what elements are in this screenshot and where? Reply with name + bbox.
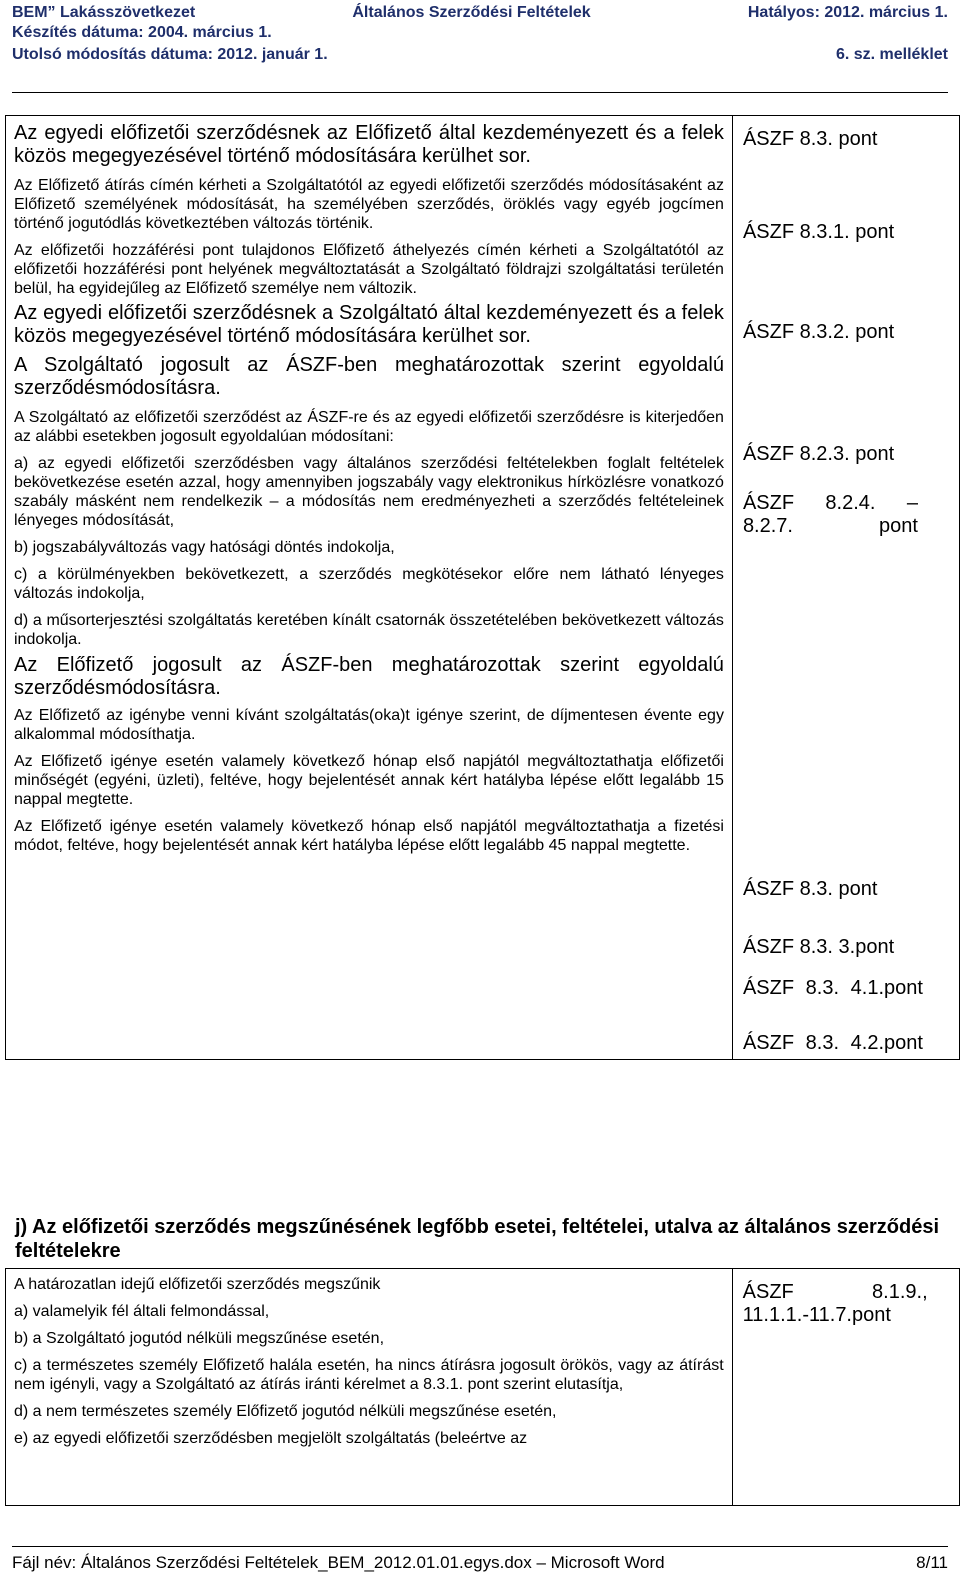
list-item: a) valamelyik fél általi felmondással, <box>14 1303 270 1320</box>
row-text: Az egyedi előfizetői szerződésnek az Előfizető által kezdeményezett és a felek közös megegyezésével történő módosítására kerülhet sor. <box>14 122 724 167</box>
row-text: A Szolgáltató az előfizetői szerződést az ÁSZF-re és az egyedi előfizetői szerződésre is kiterjedően az alábbi esetekben jogosult egyoldalúan módosítani: <box>14 409 724 445</box>
list-item: d) a nem természetes személy Előfizető jogutód nélküli megszűnése esetén, <box>14 1403 557 1420</box>
row-text: Az Előfizető átírás címén kérheti a Szolgáltatótól az egyedi előfizetői szerződés módosításaként az Előfizető személyének módosítását, ha személyében szerződés, öröklés vagy egyéb jogcímen történő jogutódlás következtében változás történik. <box>14 177 724 232</box>
page-footer <box>12 1546 948 1573</box>
file-name: Fájl név: Általános Szerződési Feltételek_BEM_2012.01.01.egys.dox – Microsoft Word <box>12 1553 665 1572</box>
list-item: b) a Szolgáltató jogutód nélküli megszűnése esetén, <box>14 1330 385 1347</box>
row-text: Az Előfizető jogosult az ÁSZF-ben meghatározottak szerint egyoldalú szerződésmódosításra. <box>14 654 724 699</box>
reference: ÁSZF 8.2.4. – 8.2.7. pont <box>742 492 918 537</box>
org-name: BEM” Lakásszövetkezet <box>12 4 196 21</box>
modified-date: Utolsó módosítás dátuma: 2012. január 1. <box>12 46 328 63</box>
reference: ÁSZF 8.2.3. pont <box>742 443 895 465</box>
effective-date: Hatályos: 2012. március 1. <box>747 4 948 21</box>
reference: ÁSZF 8.3.1. pont <box>742 221 895 243</box>
list-item: a) az egyedi előfizetői szerződésben vagy általános szerződési feltételekben foglalt feltételek bekövetkezése esetén azzal, hogy amennyiben jogszabály vagy elektronikus hírközlésre vonatkozó szabály másként nem rendelkezik – a módosítás nem eredményezheti a szerződés feltételeinek lényeges módosítását, <box>14 455 724 529</box>
row-text: A Szolgáltató jogosult az ÁSZF-ben meghatározottak szerint egyoldalú szerződésmódosításra. <box>14 354 724 399</box>
created-date: Készítés dátuma: 2004. március 1. <box>12 24 272 41</box>
list-item: d) a műsorterjesztési szolgáltatás keretében kínált csatornák összetételében bekövetkezett változás indokolja. <box>14 612 724 648</box>
modification-table <box>5 115 960 1060</box>
list-item: b) jogszabályváltozás vagy hatósági döntés indokolja, <box>14 539 395 556</box>
annex-label: 6. sz. melléklet <box>835 46 948 63</box>
row-text: Az egyedi előfizetői szerződésnek a Szolgáltató által kezdeményezett és a felek közös megegyezésével történő módosítására kerülhet sor. <box>14 302 724 347</box>
list-item: c) a körülményekben bekövetkezett, a szerződés megkötésekor előre nem látható lényeges változás indokolja, <box>14 566 724 602</box>
list-item: e) az egyedi előfizetői szerződésben megjelölt szolgáltatás (beleértve az <box>14 1430 528 1447</box>
row-text: Az előfizetői hozzáférési pont tulajdonos Előfizető áthelyezés címén kérheti a Szolgáltatótól az előfizetői hozzáférési pont helyének megváltoztatását a Szolgáltató földrajzi szolgáltatási területén belül, ha egyidejűleg az Előfizető személye nem változik. <box>14 242 724 297</box>
section-title: j) Az előfizetői szerződés megszűnésének legfőbb esetei, feltételei, utalva az általános szerződési feltételekre <box>15 1216 939 1262</box>
reference: ÁSZF 8.3.2. pont <box>742 321 895 343</box>
reference: ÁSZF 8.3. 4.2.pont <box>742 1032 923 1054</box>
row-text: Az Előfizető igénye esetén valamely következő hónap első napjától megváltoztathatja előfizetői minőségét (egyéni, üzleti), feltéve, hogy bejelentését annak kért hatályba lépése előtt legalább 15 nappal megtette. <box>14 753 724 808</box>
list-item: c) a természetes személy Előfizető halála esetén, ha nincs átírásra jogosult örökös, vagy az átírást nem igényli, vagy a Szolgáltató az átírás iránti kérelmet a 8.3.1. pont szerint elutasítja, <box>14 1357 724 1393</box>
reference: ÁSZF 8.3. pont <box>742 878 878 900</box>
reference: ÁSZF 8.3. 4.1.pont <box>742 977 923 999</box>
page-header <box>12 0 948 93</box>
reference: ÁSZF 8.1.9., 11.1.1.-11.7.pont <box>742 1281 928 1326</box>
page-number: 8/11 <box>916 1553 948 1572</box>
row-text: A határozatlan idejű előfizetői szerződés megszűnik <box>14 1276 381 1293</box>
row-text: Az Előfizető az igénybe venni kívánt szolgáltatás(oka)t igénye szerint, de díjmentesen évente egy alkalommal módosíthatja. <box>14 707 724 743</box>
doc-title: Általános Szerződési Feltételek <box>352 4 591 21</box>
reference: ÁSZF 8.3. pont <box>742 128 878 150</box>
termination-table <box>5 1268 960 1506</box>
row-text: Az Előfizető igénye esetén valamely következő hónap első napjától megváltoztathatja a fizetési módot, feltéve, hogy bejelentését annak kért hatályba lépése előtt legalább 45 nappal megtette. <box>14 818 724 854</box>
reference: ÁSZF 8.3. 3.pont <box>742 936 895 958</box>
table-row <box>6 116 960 1060</box>
table-row <box>6 1269 960 1506</box>
